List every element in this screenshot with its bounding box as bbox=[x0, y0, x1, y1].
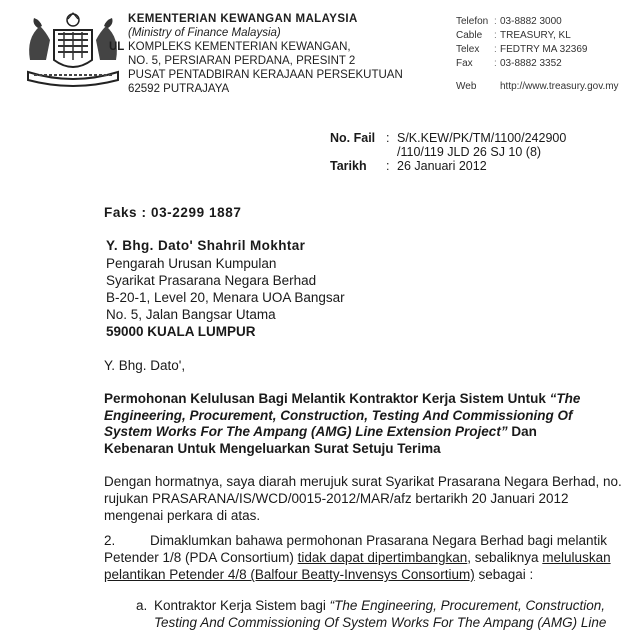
recipient-company: Syarikat Prasarana Negara Berhad bbox=[106, 273, 317, 288]
address-line-1: KOMPLEKS KEMENTERIAN KEWANGAN, bbox=[128, 41, 351, 53]
contact-labels bbox=[456, 15, 488, 71]
subject-line-2: Engineering, Procurement, Construction, Testing And Commissioning Of bbox=[104, 408, 573, 423]
recipient-title: Pengarah Urusan Kumpulan bbox=[106, 256, 277, 271]
paragraph-2-line-3: pelantikan Petender 4/8 (Balfour Beatty-Invensys Consortium) sebagai : bbox=[104, 567, 534, 582]
paragraph-2-line-1: Dimaklumkan bahawa permohonan Prasarana Negara Berhad bagi melantik bbox=[150, 533, 608, 548]
subject-line-3: System Works For The Ampang (AMG) Line Extension Project” Dan bbox=[104, 424, 537, 439]
subject-line-1: Permohonan Kelulusan Bagi Melantik Kontraktor Kerja Sistem Untuk “The bbox=[104, 391, 581, 406]
contact-label-cable: Cable bbox=[456, 30, 483, 41]
address-line-3: PUSAT PENTADBIRAN KERAJAAN PERSEKUTUAN bbox=[128, 69, 403, 81]
item-a-line-2: Testing And Commissioning Of System Works For The Ampang (AMG) Line bbox=[154, 615, 607, 630]
ministry-name-english: (Ministry of Finance Malaysia) bbox=[128, 27, 281, 39]
item-a-line-1: Kontraktor Kerja Sistem bagi “The Engineering, Procurement, Construction, bbox=[154, 598, 605, 613]
contact-value-telex: FEDTRY MA 32369 bbox=[500, 44, 588, 55]
date-label: Tarikh bbox=[330, 159, 367, 173]
paragraph-1-line-3: mengenai perkara di atas. bbox=[104, 508, 261, 523]
address-line-2: NO. 5, PERSIARAN PERDANA, PRESINT 2 bbox=[128, 55, 356, 67]
underlined-appointment: pelantikan Petender 4/8 (Balfour Beatty-Invensys Consortium) bbox=[104, 567, 475, 582]
date-value: 26 Januari 2012 bbox=[397, 159, 487, 173]
contact-value-fax: 03-8882 3352 bbox=[500, 58, 562, 69]
ministry-name: KEMENTERIAN KEWANGAN MALAYSIA bbox=[128, 13, 358, 25]
contact-values bbox=[500, 15, 587, 71]
file-number-value-cont: /110/119 JLD 26 SJ 10 (8) bbox=[397, 145, 542, 159]
underlined-not-considered: tidak dapat dipertimbangkan bbox=[297, 550, 468, 565]
paragraph-1-line-2: rujukan PRASARANA/IS/WCD/0015-2012/MAR/afz bertarikh 20 Januari 2012 bbox=[104, 491, 569, 506]
recipient-name: Y. Bhg. Dato' Shahril Mokhtar bbox=[106, 238, 306, 253]
salutation: Y. Bhg. Dato', bbox=[104, 358, 186, 373]
coat-of-arms-emblem bbox=[24, 10, 125, 88]
file-number-label: No. Fail bbox=[330, 131, 376, 145]
underlined-approve: meluluskan bbox=[542, 550, 611, 565]
paragraph-1-line-1: Dengan hormatnya, saya diarah merujuk surat Syarikat Prasarana Negara Berhad, no. bbox=[104, 474, 622, 489]
recipient-address-2: No. 5, Jalan Bangsar Utama bbox=[106, 307, 276, 322]
contact-value-cable: TREASURY, KL bbox=[500, 30, 571, 41]
paragraph-2-line-2: Petender 1/8 (PDA Consortium) tidak dapat dipertimbangkan, sebaliknya meluluskan bbox=[104, 550, 611, 565]
fax-number: Faks : 03-2299 1887 bbox=[104, 205, 242, 220]
paragraph-2-number: 2. bbox=[104, 533, 116, 548]
contact-value-phone: 03-8882 3000 bbox=[500, 16, 562, 27]
contact-label-phone: Telefon bbox=[456, 16, 489, 27]
recipient-address-1: B-20-1, Level 20, Menara UOA Bangsar bbox=[106, 290, 345, 305]
address-line-4: 62592 PUTRAJAYA bbox=[128, 83, 230, 95]
contact-label-telex: Telex bbox=[456, 44, 480, 55]
item-a-marker: a. bbox=[136, 598, 148, 613]
recipient-city: 59000 KUALA LUMPUR bbox=[106, 324, 256, 339]
contact-value-web: http://www.treasury.gov.my bbox=[500, 81, 619, 92]
file-number-value: S/K.KEW/PK/TM/1100/242900 bbox=[397, 131, 567, 145]
overlapping-fragment: UL bbox=[109, 41, 125, 53]
contact-label-fax: Fax bbox=[456, 58, 473, 69]
contact-label-web: Web bbox=[456, 81, 477, 92]
subject-line-4: Kebenaran Untuk Mengeluarkan Surat Setuju Terima bbox=[104, 441, 441, 456]
